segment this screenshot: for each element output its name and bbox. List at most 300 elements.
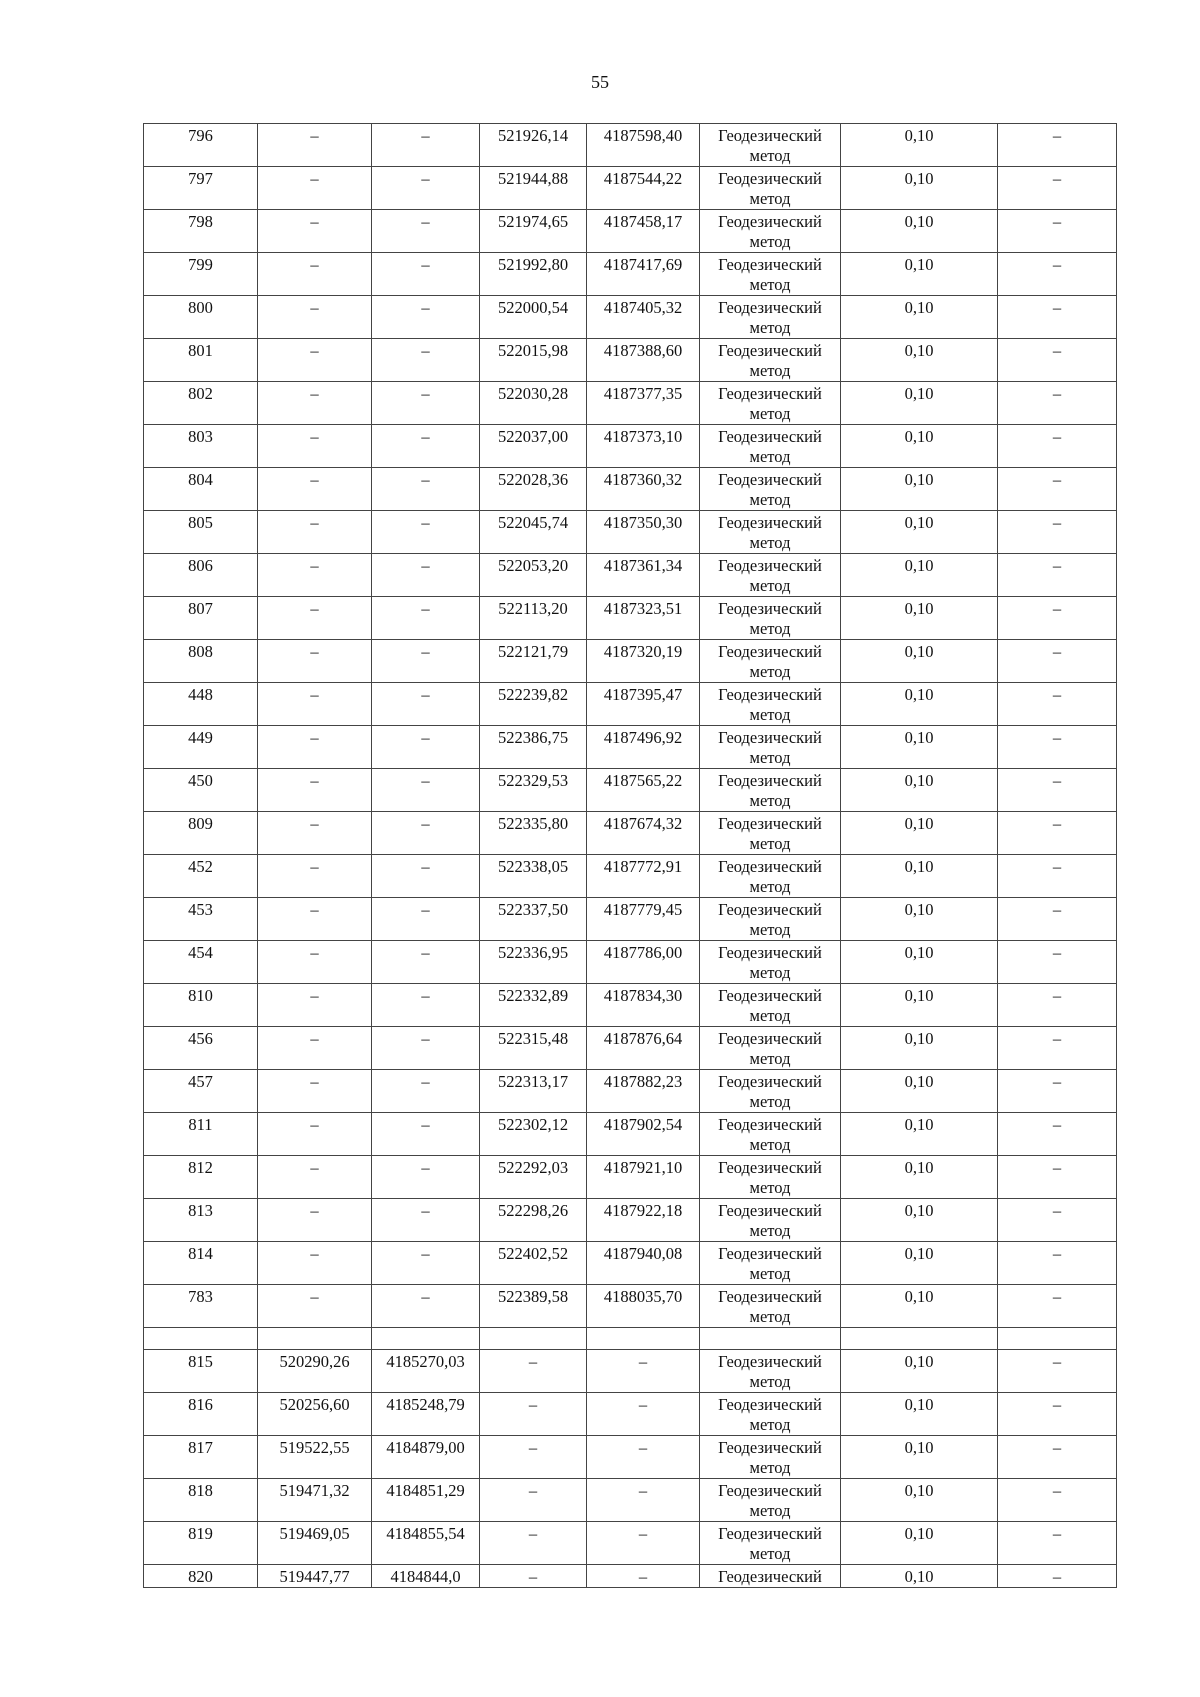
empty-cell — [372, 1328, 480, 1350]
accuracy-cell: 0,10 — [841, 1242, 998, 1285]
accuracy-cell: 0,10 — [841, 425, 998, 468]
y-old-cell: – — [372, 1070, 480, 1113]
x-new-cell: 522292,03 — [480, 1156, 587, 1199]
y-old-cell: – — [372, 683, 480, 726]
accuracy-cell: 0,10 — [841, 812, 998, 855]
method-cell — [700, 855, 841, 898]
x-old-cell: 519471,32 — [258, 1479, 372, 1522]
extra-cell: – — [998, 1436, 1117, 1479]
extra-cell: – — [998, 253, 1117, 296]
y-old-cell: – — [372, 898, 480, 941]
point-number-cell: 456 — [144, 1027, 258, 1070]
y-new-cell: 4187902,54 — [587, 1113, 700, 1156]
x-old-cell: – — [258, 339, 372, 382]
method-line-1: Геодезический — [718, 1201, 822, 1220]
y-new-cell: 4187772,91 — [587, 855, 700, 898]
accuracy-cell: 0,10 — [841, 941, 998, 984]
x-old-cell: – — [258, 511, 372, 554]
method-line-2: метод — [749, 533, 791, 552]
accuracy-cell: 0,10 — [841, 855, 998, 898]
extra-cell: – — [998, 1027, 1117, 1070]
method-line-2: метод — [749, 1307, 791, 1326]
accuracy-cell: 0,10 — [841, 1070, 998, 1113]
y-old-cell: – — [372, 296, 480, 339]
point-number-cell: 453 — [144, 898, 258, 941]
table-row — [144, 210, 1117, 253]
point-number-cell: 796 — [144, 124, 258, 167]
method-line-2: метод — [749, 318, 791, 337]
x-old-cell: – — [258, 425, 372, 468]
table-row — [144, 1113, 1117, 1156]
x-old-cell: – — [258, 253, 372, 296]
x-old-cell: – — [258, 382, 372, 425]
x-old-cell: – — [258, 124, 372, 167]
y-old-cell: – — [372, 1027, 480, 1070]
x-new-cell: 522336,95 — [480, 941, 587, 984]
y-old-cell: 4184851,29 — [372, 1479, 480, 1522]
method-cell — [700, 339, 841, 382]
method-line-1: Геодезический — [718, 1567, 822, 1586]
point-number-cell: 798 — [144, 210, 258, 253]
method-line-1: Геодезический — [718, 255, 822, 274]
accuracy-cell: 0,10 — [841, 769, 998, 812]
point-number-cell: 449 — [144, 726, 258, 769]
coordinates-table — [143, 123, 1117, 1588]
method-cell — [700, 1199, 841, 1242]
x-new-cell: 521974,65 — [480, 210, 587, 253]
x-old-cell: 520256,60 — [258, 1393, 372, 1436]
extra-cell: – — [998, 167, 1117, 210]
accuracy-cell: 0,10 — [841, 683, 998, 726]
table-row — [144, 1027, 1117, 1070]
accuracy-cell: 0,10 — [841, 1156, 998, 1199]
extra-cell: – — [998, 382, 1117, 425]
method-cell — [700, 253, 841, 296]
method-cell — [700, 511, 841, 554]
x-new-cell: 522030,28 — [480, 382, 587, 425]
method-line-1: Геодезический — [718, 470, 822, 489]
extra-cell: – — [998, 1565, 1117, 1588]
method-cell — [700, 1027, 841, 1070]
y-new-cell: 4187458,17 — [587, 210, 700, 253]
x-old-cell: – — [258, 597, 372, 640]
accuracy-cell: 0,10 — [841, 511, 998, 554]
method-line-2: метод — [749, 963, 791, 982]
accuracy-cell: 0,10 — [841, 167, 998, 210]
x-new-cell: 522329,53 — [480, 769, 587, 812]
extra-cell: – — [998, 898, 1117, 941]
method-line-1: Геодезический — [718, 126, 822, 145]
y-new-cell: 4187496,92 — [587, 726, 700, 769]
method-line-2: метод — [749, 275, 791, 294]
point-number-cell: 817 — [144, 1436, 258, 1479]
x-old-cell: – — [258, 1113, 372, 1156]
y-new-cell: 4187834,30 — [587, 984, 700, 1027]
method-line-1: Геодезический — [718, 1524, 822, 1543]
method-cell — [700, 726, 841, 769]
method-line-1: Геодезический — [718, 857, 822, 876]
point-number-cell: 448 — [144, 683, 258, 726]
method-line-1: Геодезический — [718, 814, 822, 833]
method-cell — [700, 1436, 841, 1479]
method-line-2: метод — [749, 232, 791, 251]
x-old-cell: 519522,55 — [258, 1436, 372, 1479]
method-line-2: метод — [749, 1178, 791, 1197]
method-line-1: Геодезический — [718, 1072, 822, 1091]
x-old-cell: 519469,05 — [258, 1522, 372, 1565]
table-row — [144, 1565, 1117, 1588]
method-cell — [700, 296, 841, 339]
x-old-cell: 520290,26 — [258, 1350, 372, 1393]
y-old-cell: – — [372, 1113, 480, 1156]
point-number-cell: 820 — [144, 1565, 258, 1588]
method-line-2: метод — [749, 1006, 791, 1025]
method-cell — [700, 1156, 841, 1199]
y-old-cell: – — [372, 984, 480, 1027]
x-new-cell: 522338,05 — [480, 855, 587, 898]
point-number-cell: 804 — [144, 468, 258, 511]
point-number-cell: 807 — [144, 597, 258, 640]
y-new-cell: 4187377,35 — [587, 382, 700, 425]
x-old-cell: – — [258, 1027, 372, 1070]
y-old-cell: – — [372, 1242, 480, 1285]
table-row — [144, 253, 1117, 296]
method-line-1: Геодезический — [718, 341, 822, 360]
x-old-cell: – — [258, 210, 372, 253]
table-row — [144, 812, 1117, 855]
method-cell — [700, 984, 841, 1027]
method-line-2: метод — [749, 404, 791, 423]
method-line-2: метод — [749, 1221, 791, 1240]
accuracy-cell: 0,10 — [841, 382, 998, 425]
method-line-2: метод — [749, 1458, 791, 1477]
method-line-1: Геодезический — [718, 1352, 822, 1371]
table-row — [144, 1479, 1117, 1522]
method-cell — [700, 1113, 841, 1156]
accuracy-cell: 0,10 — [841, 1199, 998, 1242]
point-number-cell: 812 — [144, 1156, 258, 1199]
method-line-1: Геодезический — [718, 384, 822, 403]
method-line-1: Геодезический — [718, 986, 822, 1005]
method-line-2: метод — [749, 920, 791, 939]
point-number-cell: 457 — [144, 1070, 258, 1113]
method-line-2: метод — [749, 146, 791, 165]
empty-cell — [144, 1328, 258, 1350]
table-row — [144, 167, 1117, 210]
method-cell — [700, 941, 841, 984]
y-old-cell: – — [372, 210, 480, 253]
accuracy-cell: 0,10 — [841, 339, 998, 382]
method-line-2: метод — [749, 1264, 791, 1283]
y-new-cell: 4187373,10 — [587, 425, 700, 468]
y-new-cell: – — [587, 1393, 700, 1436]
accuracy-cell: 0,10 — [841, 1027, 998, 1070]
method-line-1: Геодезический — [718, 1029, 822, 1048]
accuracy-cell: 0,10 — [841, 640, 998, 683]
point-number-cell: 815 — [144, 1350, 258, 1393]
y-old-cell: – — [372, 554, 480, 597]
x-old-cell: 519447,77 — [258, 1565, 372, 1588]
method-line-2: метод — [749, 791, 791, 810]
point-number-cell: 799 — [144, 253, 258, 296]
y-new-cell: 4188035,70 — [587, 1285, 700, 1328]
x-new-cell: 522298,26 — [480, 1199, 587, 1242]
y-new-cell: 4187786,00 — [587, 941, 700, 984]
method-line-1: Геодезический — [718, 900, 822, 919]
method-line-2: метод — [749, 1049, 791, 1068]
method-line-2: метод — [749, 447, 791, 466]
table-row — [144, 382, 1117, 425]
table-row — [144, 726, 1117, 769]
extra-cell: – — [998, 1070, 1117, 1113]
method-line-2: метод — [749, 619, 791, 638]
accuracy-cell: 0,10 — [841, 1350, 998, 1393]
table-row — [144, 769, 1117, 812]
point-number-cell: 806 — [144, 554, 258, 597]
accuracy-cell: 0,10 — [841, 1113, 998, 1156]
extra-cell: – — [998, 1479, 1117, 1522]
table-row — [144, 124, 1117, 167]
y-new-cell: – — [587, 1522, 700, 1565]
x-old-cell: – — [258, 167, 372, 210]
method-cell — [700, 1522, 841, 1565]
x-new-cell: – — [480, 1436, 587, 1479]
y-new-cell: 4187882,23 — [587, 1070, 700, 1113]
x-new-cell: – — [480, 1522, 587, 1565]
method-line-1: Геодезический — [718, 1158, 822, 1177]
table-row — [144, 468, 1117, 511]
y-new-cell: 4187350,30 — [587, 511, 700, 554]
accuracy-cell: 0,10 — [841, 468, 998, 511]
method-cell — [700, 1070, 841, 1113]
y-old-cell: – — [372, 855, 480, 898]
y-new-cell: 4187940,08 — [587, 1242, 700, 1285]
point-number-cell: 802 — [144, 382, 258, 425]
y-new-cell: 4187544,22 — [587, 167, 700, 210]
table-row — [144, 296, 1117, 339]
extra-cell: – — [998, 1199, 1117, 1242]
extra-cell: – — [998, 1522, 1117, 1565]
method-cell — [700, 1479, 841, 1522]
y-old-cell: – — [372, 597, 480, 640]
point-number-cell: 808 — [144, 640, 258, 683]
x-old-cell: – — [258, 1285, 372, 1328]
accuracy-cell: 0,10 — [841, 597, 998, 640]
y-old-cell: – — [372, 468, 480, 511]
method-line-1: Геодезический — [718, 1395, 822, 1414]
method-line-1: Геодезический — [718, 1287, 822, 1306]
y-old-cell: 4185248,79 — [372, 1393, 480, 1436]
extra-cell: – — [998, 1242, 1117, 1285]
method-cell — [700, 425, 841, 468]
y-new-cell: 4187565,22 — [587, 769, 700, 812]
method-line-1: Геодезический — [718, 642, 822, 661]
method-line-1: Геодезический — [718, 1244, 822, 1263]
y-old-cell: 4185270,03 — [372, 1350, 480, 1393]
extra-cell: – — [998, 1350, 1117, 1393]
x-old-cell: – — [258, 640, 372, 683]
accuracy-cell: 0,10 — [841, 296, 998, 339]
accuracy-cell: 0,10 — [841, 554, 998, 597]
table-row — [144, 339, 1117, 382]
x-new-cell: 522239,82 — [480, 683, 587, 726]
y-old-cell: – — [372, 1156, 480, 1199]
extra-cell: – — [998, 855, 1117, 898]
accuracy-cell: 0,10 — [841, 1479, 998, 1522]
extra-cell: – — [998, 640, 1117, 683]
empty-cell — [587, 1328, 700, 1350]
table-row — [144, 1522, 1117, 1565]
method-line-1: Геодезический — [718, 298, 822, 317]
y-new-cell: 4187360,32 — [587, 468, 700, 511]
y-new-cell: 4187779,45 — [587, 898, 700, 941]
extra-cell: – — [998, 941, 1117, 984]
extra-cell: – — [998, 769, 1117, 812]
method-cell — [700, 812, 841, 855]
y-old-cell: – — [372, 769, 480, 812]
empty-cell — [700, 1328, 841, 1350]
table-row — [144, 554, 1117, 597]
extra-cell: – — [998, 812, 1117, 855]
point-number-cell: 800 — [144, 296, 258, 339]
method-cell — [700, 167, 841, 210]
empty-cell — [841, 1328, 998, 1350]
x-new-cell: 522113,20 — [480, 597, 587, 640]
table-row — [144, 984, 1117, 1027]
point-number-cell: 818 — [144, 1479, 258, 1522]
method-cell — [700, 597, 841, 640]
x-new-cell: 521944,88 — [480, 167, 587, 210]
method-line-2: метод — [749, 189, 791, 208]
table-row — [144, 1285, 1117, 1328]
extra-cell: – — [998, 597, 1117, 640]
x-new-cell: 522028,36 — [480, 468, 587, 511]
extra-cell: – — [998, 726, 1117, 769]
accuracy-cell: 0,10 — [841, 984, 998, 1027]
table-row — [144, 1350, 1117, 1393]
method-cell — [700, 468, 841, 511]
y-new-cell: 4187395,47 — [587, 683, 700, 726]
method-cell — [700, 898, 841, 941]
accuracy-cell: 0,10 — [841, 1285, 998, 1328]
point-number-cell: 811 — [144, 1113, 258, 1156]
x-new-cell: 522332,89 — [480, 984, 587, 1027]
table-row — [144, 1393, 1117, 1436]
method-line-1: Геодезический — [718, 427, 822, 446]
y-new-cell: 4187361,34 — [587, 554, 700, 597]
x-old-cell: – — [258, 683, 372, 726]
method-cell — [700, 1350, 841, 1393]
x-new-cell: 521926,14 — [480, 124, 587, 167]
table-row — [144, 425, 1117, 468]
extra-cell: – — [998, 1285, 1117, 1328]
method-line-2: метод — [749, 1415, 791, 1434]
table-row — [144, 511, 1117, 554]
table-blank-row — [144, 1328, 1117, 1350]
table-row — [144, 1242, 1117, 1285]
table-row — [144, 941, 1117, 984]
accuracy-cell: 0,10 — [841, 210, 998, 253]
table-row — [144, 1436, 1117, 1479]
method-cell — [700, 382, 841, 425]
method-line-1: Геодезический — [718, 1481, 822, 1500]
y-new-cell: 4187417,69 — [587, 253, 700, 296]
x-new-cell: – — [480, 1565, 587, 1588]
y-new-cell: – — [587, 1479, 700, 1522]
extra-cell: – — [998, 210, 1117, 253]
y-new-cell: 4187674,32 — [587, 812, 700, 855]
x-new-cell: 522389,58 — [480, 1285, 587, 1328]
y-old-cell: – — [372, 425, 480, 468]
method-line-2: метод — [749, 361, 791, 380]
y-old-cell: 4184879,00 — [372, 1436, 480, 1479]
method-cell — [700, 210, 841, 253]
table-body — [144, 124, 1117, 1588]
method-cell — [700, 554, 841, 597]
y-new-cell: 4187323,51 — [587, 597, 700, 640]
x-old-cell: – — [258, 1242, 372, 1285]
x-old-cell: – — [258, 898, 372, 941]
extra-cell: – — [998, 468, 1117, 511]
extra-cell: – — [998, 425, 1117, 468]
point-number-cell: 809 — [144, 812, 258, 855]
point-number-cell: 801 — [144, 339, 258, 382]
point-number-cell: 783 — [144, 1285, 258, 1328]
method-line-2: метод — [749, 1501, 791, 1520]
x-new-cell: 522386,75 — [480, 726, 587, 769]
x-new-cell: – — [480, 1479, 587, 1522]
extra-cell: – — [998, 124, 1117, 167]
accuracy-cell: 0,10 — [841, 726, 998, 769]
method-line-2: метод — [749, 490, 791, 509]
method-line-2: метод — [749, 1544, 791, 1563]
x-old-cell: – — [258, 296, 372, 339]
empty-cell — [258, 1328, 372, 1350]
y-old-cell: – — [372, 339, 480, 382]
table-row — [144, 640, 1117, 683]
point-number-cell: 803 — [144, 425, 258, 468]
y-old-cell: – — [372, 726, 480, 769]
extra-cell: – — [998, 296, 1117, 339]
table-row — [144, 1199, 1117, 1242]
extra-cell: – — [998, 1156, 1117, 1199]
x-old-cell: – — [258, 1156, 372, 1199]
y-old-cell: – — [372, 1285, 480, 1328]
point-number-cell: 797 — [144, 167, 258, 210]
method-line-2: метод — [749, 748, 791, 767]
method-line-1: Геодезический — [718, 943, 822, 962]
x-old-cell: – — [258, 468, 372, 511]
y-new-cell: 4187921,10 — [587, 1156, 700, 1199]
method-cell — [700, 640, 841, 683]
x-old-cell: – — [258, 812, 372, 855]
method-line-2: метод — [749, 576, 791, 595]
x-new-cell: 522315,48 — [480, 1027, 587, 1070]
x-new-cell: – — [480, 1350, 587, 1393]
x-new-cell: – — [480, 1393, 587, 1436]
method-line-1: Геодезический — [718, 1115, 822, 1134]
x-old-cell: – — [258, 769, 372, 812]
point-number-cell: 819 — [144, 1522, 258, 1565]
accuracy-cell: 0,10 — [841, 898, 998, 941]
y-new-cell: 4187876,64 — [587, 1027, 700, 1070]
extra-cell: – — [998, 984, 1117, 1027]
x-old-cell: – — [258, 984, 372, 1027]
accuracy-cell: 0,10 — [841, 124, 998, 167]
method-line-1: Геодезический — [718, 513, 822, 532]
y-old-cell: – — [372, 253, 480, 296]
method-line-1: Геодезический — [718, 212, 822, 231]
